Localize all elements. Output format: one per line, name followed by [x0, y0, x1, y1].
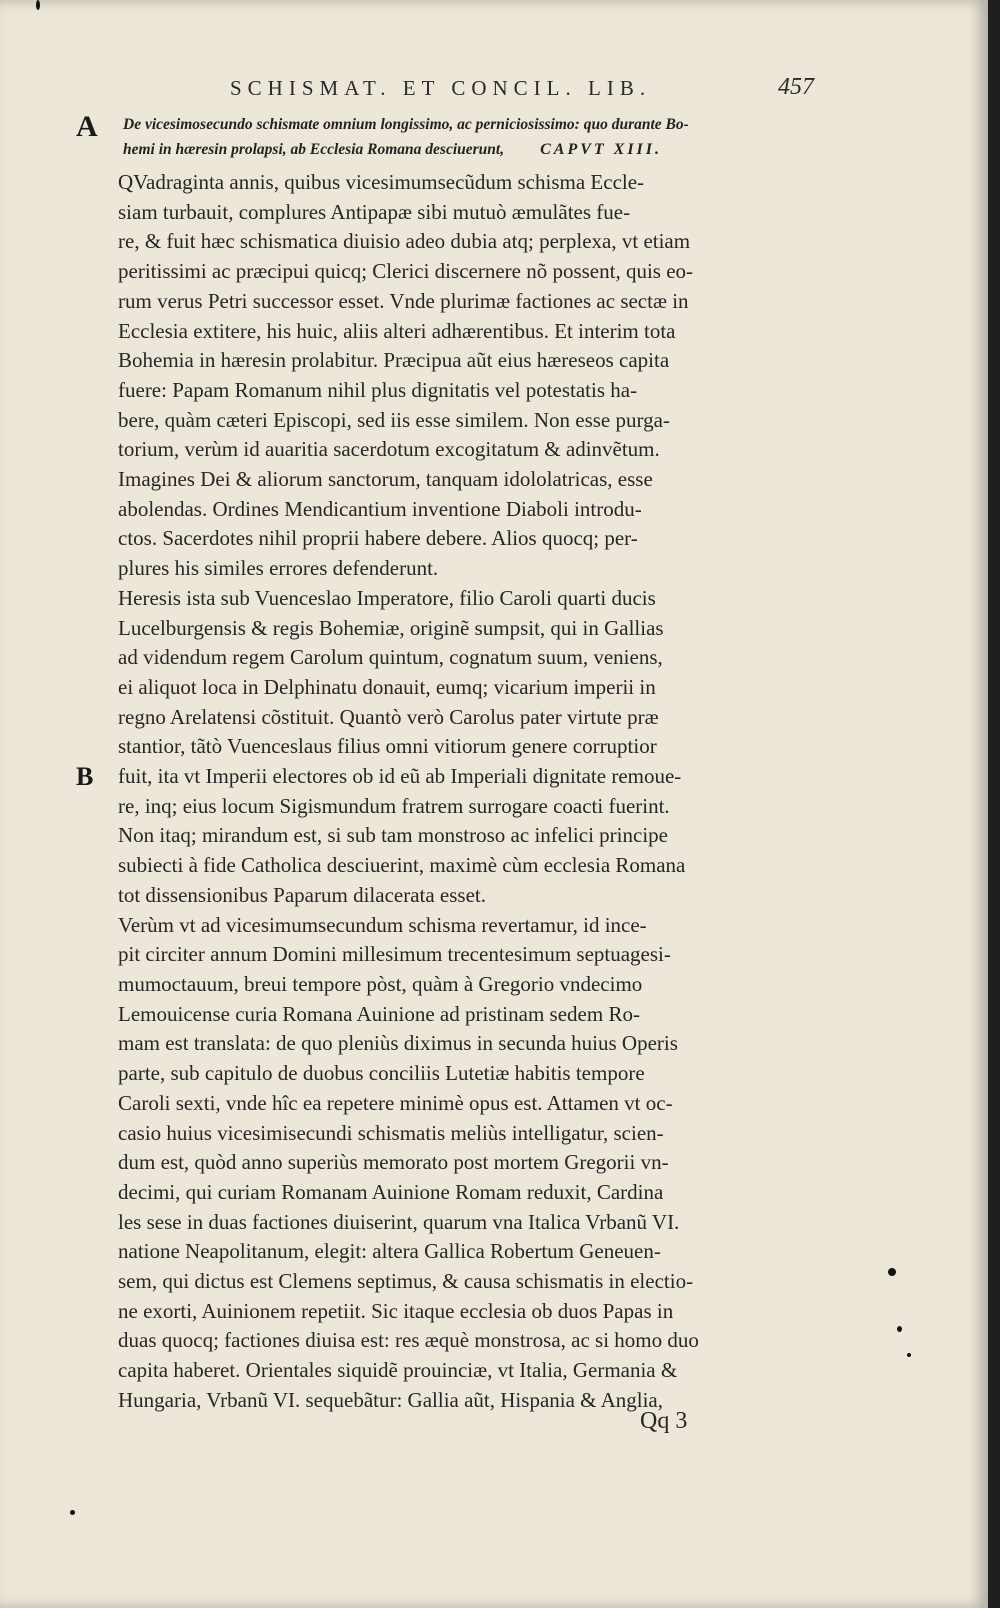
- text-line: mam est translata: de quo pleniùs diximus in secunda huius Operis: [118, 1031, 678, 1056]
- running-head: SCHISMAT. ET CONCIL. LIB.: [230, 76, 652, 100]
- text-line: Non itaq; mirandum est, si sub tam monstroso ac infelici principe: [118, 823, 668, 848]
- text-line: Imagines Dei & aliorum sanctorum, tanquam idololatricas, esse: [118, 467, 653, 492]
- text-line: parte, sub capitulo de duobus conciliis Lutetiæ habitis tempore: [118, 1061, 645, 1086]
- text-line: ne exorti, Auinionem repetiit. Sic itaque ecclesia ob duos Papas in: [118, 1298, 674, 1323]
- text-line: pit circiter annum Domini millesimum trecentesimum septuagesi-: [118, 942, 671, 967]
- text-line: Caroli sexti, vnde hîc ea repetere minimè opus est. Attamen vt oc-: [118, 1090, 673, 1115]
- text-line: natione Neapolitanum, elegit: altera Gallica Robertum Geneuen-: [118, 1239, 661, 1264]
- text-line: les sese in duas factiones diuiserint, quarum vna Italica Vrbanũ VI.: [118, 1209, 680, 1234]
- text-line: fuit, ita vt Imperii electores ob id eũ ab Imperiali dignitate remoue-: [118, 764, 682, 789]
- text-line: ei aliquot loca in Delphinatu donauit, eumq; vicarium imperii in: [118, 674, 656, 699]
- text-line: duas quocq; factiones diuisa est: res æquè monstrosa, ac si homo duo: [118, 1328, 699, 1353]
- ink-spot: [36, 0, 40, 10]
- text-line: dum est, quòd anno superiùs memorato post mortem Gregorii vn-: [118, 1150, 669, 1175]
- body-text: [118, 168, 830, 1416]
- ink-spot: [888, 1268, 896, 1276]
- text-line: Heresis ista sub Vuenceslao Imperatore, filio Caroli quarti ducis: [118, 585, 656, 610]
- page-number: 457: [778, 74, 814, 100]
- text-line: rum verus Petri successor esset. Vnde plurimæ factiones ac sectæ in: [118, 288, 689, 313]
- text-line: Lucelburgensis & regis Bohemiæ, originẽ sumpsit, qui in Gallias: [118, 615, 664, 640]
- text-line: subiecti à fide Catholica desciuerint, maximè cùm ecclesia Romana: [118, 853, 686, 878]
- text-line: mumoctauum, breui tempore pòst, quàm à Gregorio vndecimo: [118, 971, 643, 996]
- chapter-heading-text: hemi in hæresin prolapsi, ab Ecclesia Romana desciuerunt,: [123, 141, 505, 158]
- text-line: Ecclesia extitere, his huic, aliis alteri adhærentibus. Et interim tota: [118, 318, 676, 343]
- text-line: Verùm vt ad vicesimumsecundum schisma revertamur, id ince-: [118, 912, 647, 937]
- ink-spot: [897, 1326, 902, 1332]
- text-line: tot dissensionibus Paparum dilacerata esset.: [118, 882, 487, 907]
- text-line: casio huius vicesimisecundi schismatis meliùs intelligatur, scien-: [118, 1120, 664, 1145]
- text-line: fuere: Papam Romanum nihil plus dignitatis vel potestatis ha-: [118, 377, 638, 402]
- margin-letter-b: B: [76, 762, 94, 791]
- text-line: torium, verùm id auaritia sacerdotum excogitatum & adinvẽtum.: [118, 437, 660, 462]
- text-line: peritissimi ac præcipui quicq; Clerici discernere nõ possent, quis eo-: [118, 259, 694, 284]
- text-line: bere, quàm cæteri Episcopi, sed iis esse similem. Non esse purga-: [118, 407, 670, 432]
- text-line: re, & fuit hæc schismatica diuisio adeo dubia atq; perplexa, vt etiam: [118, 229, 691, 254]
- chapter-number: CAPVT XIII.: [540, 141, 663, 158]
- margin-letter-a: A: [76, 110, 98, 143]
- ink-spot: [70, 1510, 75, 1515]
- chapter-heading: [123, 112, 828, 162]
- chapter-heading-line: De vicesimosecundo schismate omnium longissimo, ac perniciosissimo: quo durante Bo-: [123, 116, 689, 133]
- text-line: Bohemia in hæresin prolabitur. Præcipua aũt eius hæreseos capita: [118, 348, 670, 373]
- text-line: ctos. Sacerdotes nihil proprii habere debere. Alios quocq; per-: [118, 526, 638, 551]
- text-line: plures his similes errores defenderunt.: [118, 556, 439, 581]
- text-line: QVadraginta annis, quibus vicesimumsecũdum schisma Eccle-: [118, 170, 645, 194]
- text-line: siam turbauit, complures Antipapæ sibi mutuò æmulãtes fue-: [118, 199, 631, 224]
- signature-mark: Qq 3: [640, 1408, 688, 1434]
- text-line: re, inq; eius locum Sigismundum fratrem surrogare coacti fuerint.: [118, 793, 670, 818]
- text-line: sem, qui dictus est Clemens septimus, & causa schismatis in electio-: [118, 1269, 694, 1294]
- chapter-heading-line: [123, 137, 828, 162]
- ink-spot: [907, 1353, 911, 1357]
- text-line: ad videndum regem Carolum quintum, cognatum suum, veniens,: [118, 645, 663, 670]
- text-line: regno Arelatensi cõstituit. Quantò verò Carolus pater virtute præ: [118, 704, 659, 729]
- text-line: Lemouicense curia Romana Auinione ad pristinam sedem Ro-: [118, 1001, 640, 1026]
- text-line: stantior, tãtò Vuenceslaus filius omni vitiorum genere corruptior: [118, 734, 657, 759]
- text-line: abolendas. Ordines Mendicantium inventione Diaboli introdu-: [118, 496, 642, 521]
- text-line: decimi, qui curiam Romanam Auinione Romam reduxit, Cardina: [118, 1179, 664, 1204]
- text-line: capita haberet. Orientales siquidẽ prouinciæ, vt Italia, Germania &: [118, 1358, 678, 1383]
- text-line: Hungaria, Vrbanũ VI. sequebãtur: Gallia aũt, Hispania & Anglia,: [118, 1387, 663, 1412]
